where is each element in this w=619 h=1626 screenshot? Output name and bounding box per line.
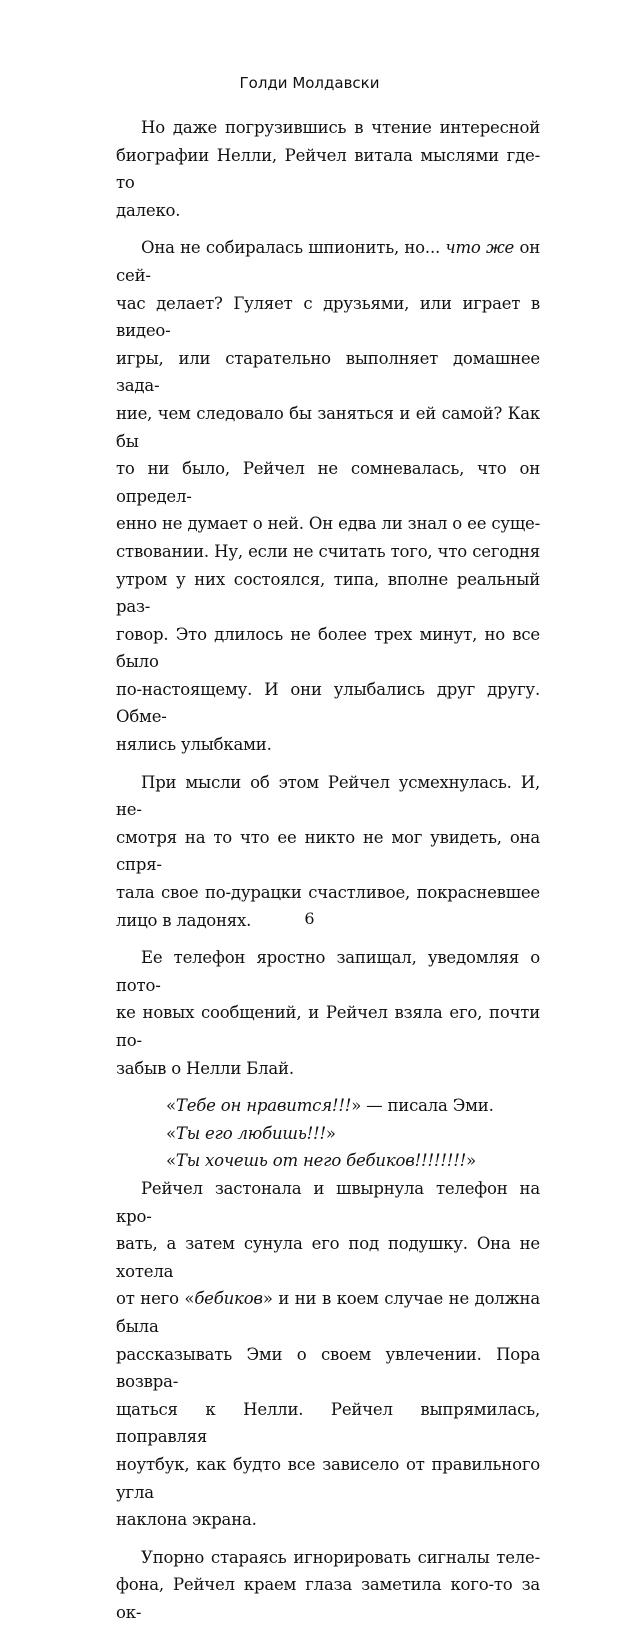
text-line: ноутбук, как будто все зависело от правильного угла — [116, 1454, 540, 1502]
paragraph — [116, 1544, 540, 1626]
text-line: игры, или старательно выполняет домашнее зада- — [116, 348, 540, 396]
text-line: ке новых сообщений, и Рейчел взяла его, почти по- — [116, 1003, 540, 1050]
quote-close: » — писала Эми. — [351, 1096, 494, 1116]
text-line — [116, 234, 540, 289]
paragraph — [116, 1175, 540, 1534]
text-fragment: от него « — [116, 1289, 195, 1309]
page-number: 6 — [304, 909, 315, 928]
text-line: ние, чем следовало бы заняться и ей самой? Как бы — [116, 403, 540, 451]
text-line: вать, а затем сунула его под подушку. Она не хотела — [116, 1234, 540, 1281]
text-line: нялись улыбками. — [116, 735, 272, 755]
text-line: биографии Нелли, Рейчел витала мыслями где-то — [116, 145, 540, 193]
emphasis: бебиков — [194, 1289, 263, 1309]
running-header-author: Голди Молдавски — [239, 74, 380, 92]
message-line — [116, 1092, 540, 1120]
text-line: лицо в ладонях. — [116, 910, 252, 930]
text-line: час делает? Гуляет с друзьями, или играет в видео- — [116, 293, 540, 341]
text-line: наклона экрана. — [116, 1510, 257, 1530]
quote-close: » — [325, 1123, 336, 1143]
text-line: Упорно стараясь игнорировать сигналы теле- — [141, 1547, 540, 1567]
message-line — [116, 1120, 540, 1148]
text-line: фона, Рейчел краем глаза заметила кого-то за ок- — [116, 1575, 540, 1622]
text-line: тала свое по-дурацки счастливое, покрасневшее — [116, 883, 540, 903]
message-text: Ты хочешь от него бебиков!!!!!!!! — [175, 1151, 467, 1171]
paragraph — [116, 234, 540, 758]
text-line: смотря на то что ее никто не мог увидеть, она спря- — [116, 827, 540, 875]
body-text — [116, 114, 540, 1626]
text-fragment: » и ни в коем случае не должна была — [116, 1289, 540, 1336]
message-text: Ты его любишь!!! — [175, 1123, 326, 1143]
paragraph — [116, 114, 540, 224]
text-line: При мысли об этом Рейчел усмехнулась. И, не- — [116, 772, 540, 820]
paragraph — [116, 944, 540, 1082]
text-line: говор. Это длилось не более трех минут, но все было — [116, 624, 540, 672]
message-text: Тебе он нравится!!! — [175, 1096, 352, 1116]
text-fragment: он сей- — [116, 238, 541, 285]
text-line: по-настоящему. И они улыбались друг другу. Обме- — [116, 679, 540, 727]
text-line: далеко. — [116, 200, 181, 220]
quote-open: « — [166, 1096, 176, 1116]
text-line — [116, 1092, 540, 1120]
quote-open: « — [166, 1151, 176, 1171]
text-fragment: Она не собиралась шпионить, но... — [141, 238, 441, 258]
text-line: ствовании. Ну, если не считать того, что сегодня — [116, 541, 540, 561]
quote-close: » — [466, 1151, 476, 1171]
text-line: утром у них состоялся, типа, вполне реальный раз- — [116, 569, 540, 617]
text-line: то ни было, Рейчел не сомневалась, что он определ- — [116, 459, 540, 506]
text-line — [116, 1120, 540, 1148]
text-line: Рейчел застонала и швырнула телефон на кро- — [116, 1178, 540, 1226]
text-line: Но даже погрузившись в чтение интересной — [141, 118, 540, 137]
text-line: Ее телефон яростно запищал, уведомляя о пото- — [116, 948, 540, 995]
emphasis: что же — [445, 238, 515, 258]
text-line: енно не думает о ней. Он едва ли знал о ее суще- — [116, 514, 540, 534]
text-line: забыв о Нелли Блай. — [116, 1058, 294, 1078]
text-line — [116, 1147, 540, 1175]
text-line: щаться к Нелли. Рейчел выпрямилась, поправляя — [116, 1399, 540, 1447]
text-line — [116, 1285, 540, 1340]
text-line: рассказывать Эми о своем увлечении. Пора возвра- — [116, 1344, 540, 1392]
message-line — [116, 1147, 540, 1175]
quote-open: « — [166, 1123, 176, 1143]
